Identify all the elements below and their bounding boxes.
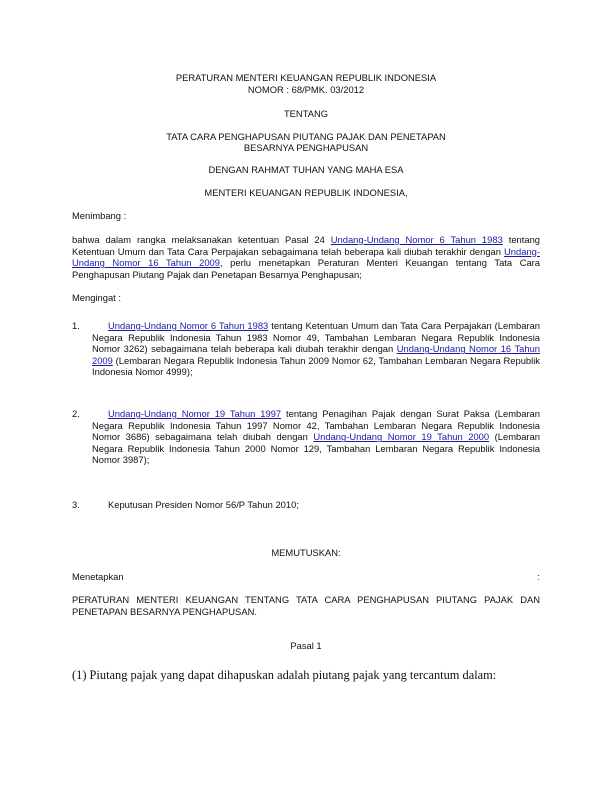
link-uu-6-1983[interactable]: Undang-Undang Nomor 6 Tahun 1983 xyxy=(330,234,503,245)
memutuskan-heading: MEMUTUSKAN: xyxy=(271,547,341,558)
list-number-1: 1. xyxy=(72,320,80,331)
title-line-1: TATA CARA PENGHAPUSAN PIUTANG PAJAK DAN PENETAPAN xyxy=(166,131,446,142)
pasal-heading: Pasal 1 xyxy=(290,640,322,651)
mengingat-item-2 xyxy=(92,408,540,466)
penetapan-text: PERATURAN MENTERI KEUANGAN TENTANG TATA CARA PENGHAPUSAN PIUTANG PAJAK DAN PENETAPAN BESARNYA PENGHAPUSAN. xyxy=(72,594,540,617)
list-number-3: 3. xyxy=(72,499,80,510)
header-number-line: NOMOR : 68/PMK. 03/2012 xyxy=(247,84,365,95)
title-line-2: BESARNYA PENGHAPUSAN xyxy=(243,142,369,153)
menetapkan-label: Menetapkan xyxy=(72,571,124,582)
ayat-1-text: (1) Piutang pajak yang dapat dihapuskan adalah piutang pajak yang tercantum dalam: xyxy=(72,668,497,682)
link-uu-19-1997[interactable]: Undang-Undang Nomor 19 Tahun 1997 xyxy=(108,408,282,419)
list-number-2: 2. xyxy=(72,408,80,419)
item-2-text-1: tentang Penagihan Pajak dengan Surat Paksa (Lembaran Negara Republik Indonesia Tahun 1997 Nomor 42, Tambahan Lembaran Negara Republik Indonesia Nomor 3686) sebagaimana telah diubah dengan xyxy=(92,408,540,443)
menimbang-text-2: tentang Ketentuan Umum dan Tata Cara Perpajakan sebagaimana telah beberapa kali diubah terakhir dengan xyxy=(72,234,540,257)
link-uu-19-2000[interactable]: Undang-Undang Nomor 19 Tahun 2000 xyxy=(313,431,490,443)
link-uu-6-1983[interactable]: Undang-Undang Nomor 6 Tahun 1983 xyxy=(108,320,269,331)
mengingat-item-3: Keputusan Presiden Nomor 56/P Tahun 2010; xyxy=(108,499,299,510)
link-uu-16-2009[interactable]: Undang-Undang Nomor 16 Tahun 2009 xyxy=(92,343,541,366)
item-2-text-2: (Lembaran Negara Republik Indonesia Tahun 2000 Nomor 129, Tambahan Lembaran Negara Republik Indonesia Nomor 3987); xyxy=(92,431,540,466)
menteri-line: MENTERI KEUANGAN REPUBLIK INDONESIA, xyxy=(204,187,408,198)
menimbang-text-3: , perlu menetapkan Peraturan Menteri Keuangan tentang Tata Cara Penghapusan Piutang Pajak dan Penetapan Besarnya Penghapusan; xyxy=(72,257,541,280)
menimbang-text-1: bahwa dalam rangka melaksanakan ketentuan Pasal 24 xyxy=(72,234,331,245)
mengingat-label: Mengingat : xyxy=(72,292,121,303)
menimbang-label: Menimbang : xyxy=(72,210,127,221)
header-regulation-line: PERATURAN MENTERI KEUANGAN REPUBLIK INDONESIA xyxy=(175,72,437,83)
rahmat-line: DENGAN RAHMAT TUHAN YANG MAHA ESA xyxy=(208,164,404,175)
link-uu-16-2009[interactable]: Undang-Undang Nomor 16 Tahun 2009 xyxy=(72,245,540,269)
mengingat-item-1 xyxy=(92,320,540,378)
menimbang-paragraph xyxy=(72,234,540,280)
header-tentang: TENTANG xyxy=(283,108,329,119)
item-1-text-2: (Lembaran Negara Republik Indonesia Tahun 2009 Nomor 62, Tambahan Lembaran Negara Republik Indonesia Nomor 4999); xyxy=(92,354,540,378)
menetapkan-colon: : xyxy=(537,571,540,582)
item-1-text-1: tentang Ketentuan Umum dan Tata Cara Perpajakan (Lembaran Negara Republik Indonesia Tahun 1983 Nomor 49, Tambahan Lembaran Negara Republik Indonesia Nomor 3262) sebagaimana telah beberapa kali diubah terakhir dengan xyxy=(92,320,540,355)
